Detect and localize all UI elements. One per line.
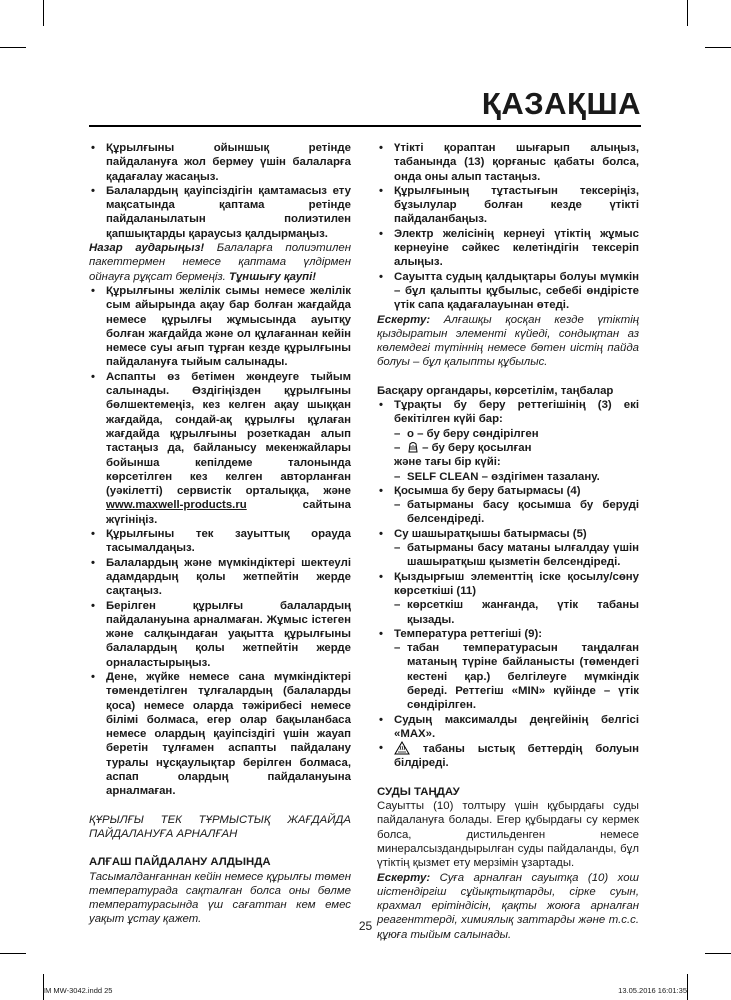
list-item: • Қыздырғыш элементтің іске қосылу/сөну көрсеткіші (11) – көрсеткіш жанғанда, үтік табаны қызады. — [377, 570, 639, 627]
list-item: • Құрылғыны желілік сымы немесе желілік сым айырында ақау бар болған жағдайда немесе құрылғы жұмысында ауытқу болған жағдайда және ол құлағаннан кейін немесе суы ағып тұрған кезде құрылғыны пайдалануға тыйым салынады. — [89, 284, 351, 370]
list-item: • Құрылғыны ойыншық ретінде пайдалануға жол бермеу үшін балаларға қадағалау жасаңыз. — [89, 141, 351, 184]
page-number: 25 — [358, 919, 373, 933]
right-column — [377, 141, 639, 942]
first-use-heading: АЛҒАШ ПАЙДАЛАНУ АЛДЫНДА — [89, 856, 271, 869]
safety-list — [89, 141, 351, 241]
header-rule — [89, 125, 641, 127]
hot-surface-warning-icon — [394, 741, 410, 755]
water-heading: СУДЫ ТАҢДАУ — [377, 785, 460, 798]
list-item: • Құрылғыны тек зауыттық орауда тасымалдаңыз. — [89, 527, 351, 556]
sub-list — [377, 470, 639, 484]
language-title: ҚАЗАҚША — [481, 86, 641, 121]
spacer — [377, 771, 639, 785]
iron-steam-icon — [407, 441, 419, 453]
sub-list — [377, 598, 639, 627]
sub-item: – батырманы басу матаны ылғалдау үшін шашыратқыш қызметін белсендіреді. — [377, 541, 639, 570]
first-use-text: Тасымалданғаннан кейін немесе құрылғы төмен температурада сақталған болса оны бөлме температурасында үш сағаттан кем емес уақыт ұстау қажет. — [89, 870, 351, 926]
list-item: • Берілген құрылғы балалардың пайдалануына арналмаған. Жұмыс істеген және салқындаған уақытта құрылғыны балалардың қолы жетпейтін жерде орналастырыңыз. — [89, 599, 351, 670]
website-link[interactable]: www.maxwell-products.ru — [106, 499, 247, 512]
plastic-bag-warning: Назар аударыңыз! Балаларға полиэтилен пакеттермен немесе қаптама үлдірмен ойнауға рұқсат бермеңіз. Тұншығу қаупі! — [89, 242, 351, 283]
list-item: • Судың максималды деңгейінің белгісі «MAX». — [377, 713, 639, 742]
water-text: Сауытты (10) толтыру үшін құбырдағы суды пайдалануға болады. Егер құбырдағы су кермек болса, дистильденген немесе минералсыздандырылған суды пайдаланды, бұл үтіктің қызмет ету мерзімін ұзартады. — [377, 800, 639, 870]
sub-list — [377, 498, 639, 527]
list-item: • Аспапты өз бетімен жөндеуге тыйым салынады. Өздігіңізден құрылғыны бөлшектемеңіз, кез келген ақау шыққан жағдайда, сондай-ақ құрылғы құлаған жағдайда құрылғыны розеткадан алып тастаңыз да, байланысу мекенжайлары бойынша кепілдеме талонында көрсетілген кез келген авторланған (уәкілетті) сервистік орталыққа, және www.maxwell-products.ru сайтына жүгініңіз. — [89, 370, 351, 527]
unpacking-list — [377, 141, 639, 313]
controls-list — [377, 398, 639, 771]
crop-mark — [687, 0, 688, 26]
sub-list — [377, 641, 639, 712]
list-item: • Сауытта судың қалдықтары болуы мүмкін – бұл қалыпты құбылыс, себебі өндірісте үтік сапа қадағалауынан өтеді. — [377, 270, 639, 313]
sub-item: – табан температурасын таңдалған матаның түріне байланысты (төмендегі кестені қар.) белгілеуге мүмкіндік береді. Реттегіш «MIN» күйінде – үтік сөндірілген. — [377, 641, 639, 712]
crop-mark — [687, 974, 688, 1000]
controls-heading: Басқару органдары, көрсетілім, таңбалар — [377, 384, 614, 397]
household-notice: ҚҰРЫЛҒЫ ТЕК ТҰРМЫСТЫҚ ЖАҒДАЙДА ПАЙДАЛАНУҒА АРНАЛҒАН — [89, 813, 351, 840]
spacer — [89, 841, 351, 855]
crop-mark — [43, 0, 44, 26]
left-column — [89, 141, 351, 927]
list-item: • Тұрақты бу беру реттегішінің (3) екі бекітілген күйі бар: – о – бу беру сөндірілген – – бу беру қосылған және тағы бір күйі: – SELF CLEAN – өздігімен тазалану. — [377, 398, 639, 484]
crop-mark — [705, 47, 731, 48]
spacer — [377, 370, 639, 384]
list-item: • Температура реттегіші (9): – табан температурасын таңдалған матаның түріне байланысты (төмендегі кестені қар.) белгілеуге мүмкіндік береді. Реттегіш «MIN» күйінде – үтік сөндірілген. — [377, 627, 639, 713]
crop-mark — [0, 953, 26, 954]
list-item: • табаны ыстық беттердің болуын білдіреді. — [377, 741, 639, 771]
crop-mark — [0, 47, 26, 48]
sub-list — [377, 427, 639, 456]
list-item: • Қосымша бу беру батырмасы (4) – батырманы басу қосымша бу беруді белсендіреді. — [377, 484, 639, 527]
footer-timestamp: 13.05.2016 16:01:35 — [618, 986, 687, 995]
safety-list-2 — [89, 284, 351, 799]
and-one-more: және тағы бір күйі: — [394, 456, 501, 469]
list-item: • Электр желісінің кернеуі үтіктің жұмыс кернеуіне сәйкес келетіндігін тексеріп алыңыз. — [377, 227, 639, 270]
sub-item: – көрсеткіш жанғанда, үтік табаны қызады. — [377, 598, 639, 627]
water-note: Ескерту: Суға арналған сауытқа (10) хош иістендіргіш сұйықтықтарды, сірке суын, крахмал ерітіндісін, қақты жоюға арналған реагенттерді, химиялық заттарды және т.с.с. құюға тыйым салынады. — [377, 871, 639, 941]
list-item: • Дене, жүйке немесе сана мүмкіндіктері төмендетілген тұлғалардың (балаларды қоса) немесе оларда тәжірибесі немесе білімі болмаса, егер олар бақыланбаса немесе олардың қауіпсіздігі үшін жауап беретін тұлғамен аспапты пайдалану туралы нұсқаулықтар берілген болмаса, аспап олардың пайдалануына арналмаған. — [89, 670, 351, 799]
first-use-note: Ескерту: Алғашқы қосқан кезде үтіктің қыздыратын элементі күйеді, сондықтан аз көлемдегі түтіннің немесе бөтен иістің пайда болуы – бұл қалыпты құбылыс. — [377, 313, 639, 369]
sub-item: – – бу беру қосылған — [377, 441, 639, 455]
crop-mark — [705, 953, 731, 954]
sub-item: – о – бу беру сөндірілген — [377, 427, 639, 441]
list-item: • Балалардың және мүмкіндіктері шектеулі адамдардың қолы жетпейтін жерде сақтаңыз. — [89, 556, 351, 599]
sub-list — [377, 541, 639, 570]
list-item: • Балалардың қауіпсіздігін қамтамасыз ету мақсатында қаптама ретінде пайдаланылатын полиэтилен қапшықтарды қараусыз қалдырмаңыз. — [89, 184, 351, 241]
list-item: • Су шашыратқышы батырмасы (5) – батырманы басу матаны ылғалдау үшін шашыратқыш қызметін белсендіреді. — [377, 527, 639, 570]
sub-item: – SELF CLEAN – өздігімен тазалану. — [377, 470, 639, 484]
list-item: • Үтікті қораптан шығарып алыңыз, табанында (13) қорғаныс қабаты болса, онда оны алып тастаңыз. — [377, 141, 639, 184]
spacer — [89, 799, 351, 813]
footer-file: IM MW-3042.indd 25 — [43, 986, 113, 995]
sub-item: – батырманы басу қосымша бу беруді белсендіреді. — [377, 498, 639, 527]
list-item: • Құрылғының тұтастығын тексеріңіз, бұзылулар болған кезде үтікті пайдаланбаңыз. — [377, 184, 639, 227]
